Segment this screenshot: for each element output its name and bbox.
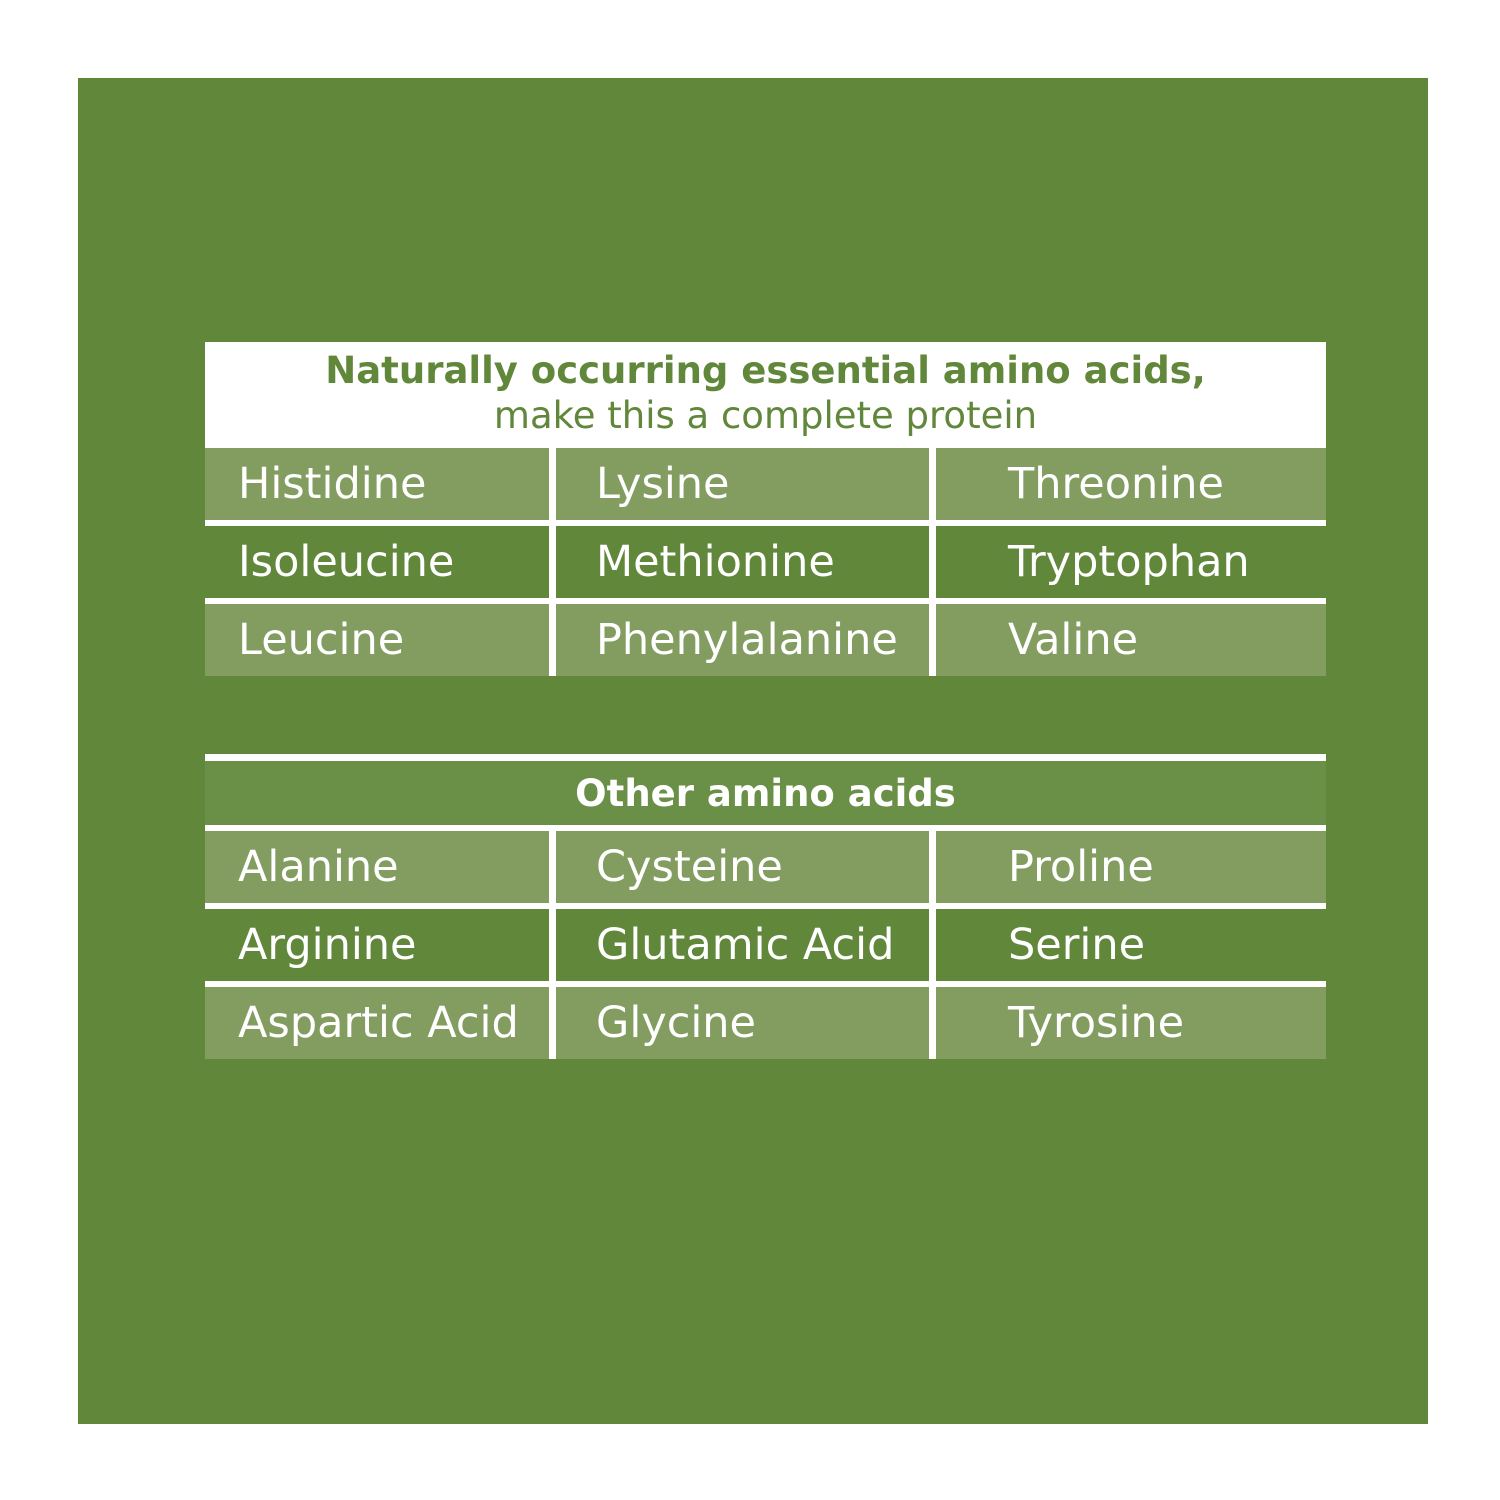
table-cell: Leucine	[238, 615, 405, 665]
table-cell: Proline	[929, 831, 1326, 903]
essential-table-title: Naturally occurring essential amino acids,	[325, 349, 1206, 392]
table-cell: Serine	[929, 909, 1326, 981]
table-cell: Tryptophan	[929, 526, 1326, 598]
table-cell: Threonine	[929, 448, 1326, 520]
table-cell: Glycine	[549, 987, 929, 1059]
table-cell: Arginine	[238, 920, 417, 970]
essential-table-subtitle: make this a complete protein	[493, 394, 1038, 437]
table-row	[205, 520, 1326, 598]
table-cell: Methionine	[549, 526, 929, 598]
table-row	[205, 831, 1326, 903]
table-cell: Histidine	[238, 459, 427, 509]
essential-amino-acids-table	[205, 342, 1326, 676]
table-row	[205, 448, 1326, 520]
table-cell: Cysteine	[549, 831, 929, 903]
table-row	[205, 903, 1326, 981]
table-cell: Lysine	[549, 448, 929, 520]
table-cell: Glutamic Acid	[549, 909, 929, 981]
other-table-title: Other amino acids	[205, 754, 1326, 831]
table-row	[205, 598, 1326, 676]
table-cell: Tyrosine	[929, 987, 1326, 1059]
table-cell: Isoleucine	[238, 537, 455, 587]
table-cell: Valine	[929, 604, 1326, 676]
table-cell: Alanine	[238, 842, 399, 892]
table-cell: Phenylalanine	[549, 604, 929, 676]
green-panel	[78, 78, 1428, 1424]
table-cell: Aspartic Acid	[238, 998, 519, 1048]
other-amino-acids-table	[205, 754, 1326, 1059]
table-row	[205, 981, 1326, 1059]
essential-table-header	[205, 342, 1326, 448]
